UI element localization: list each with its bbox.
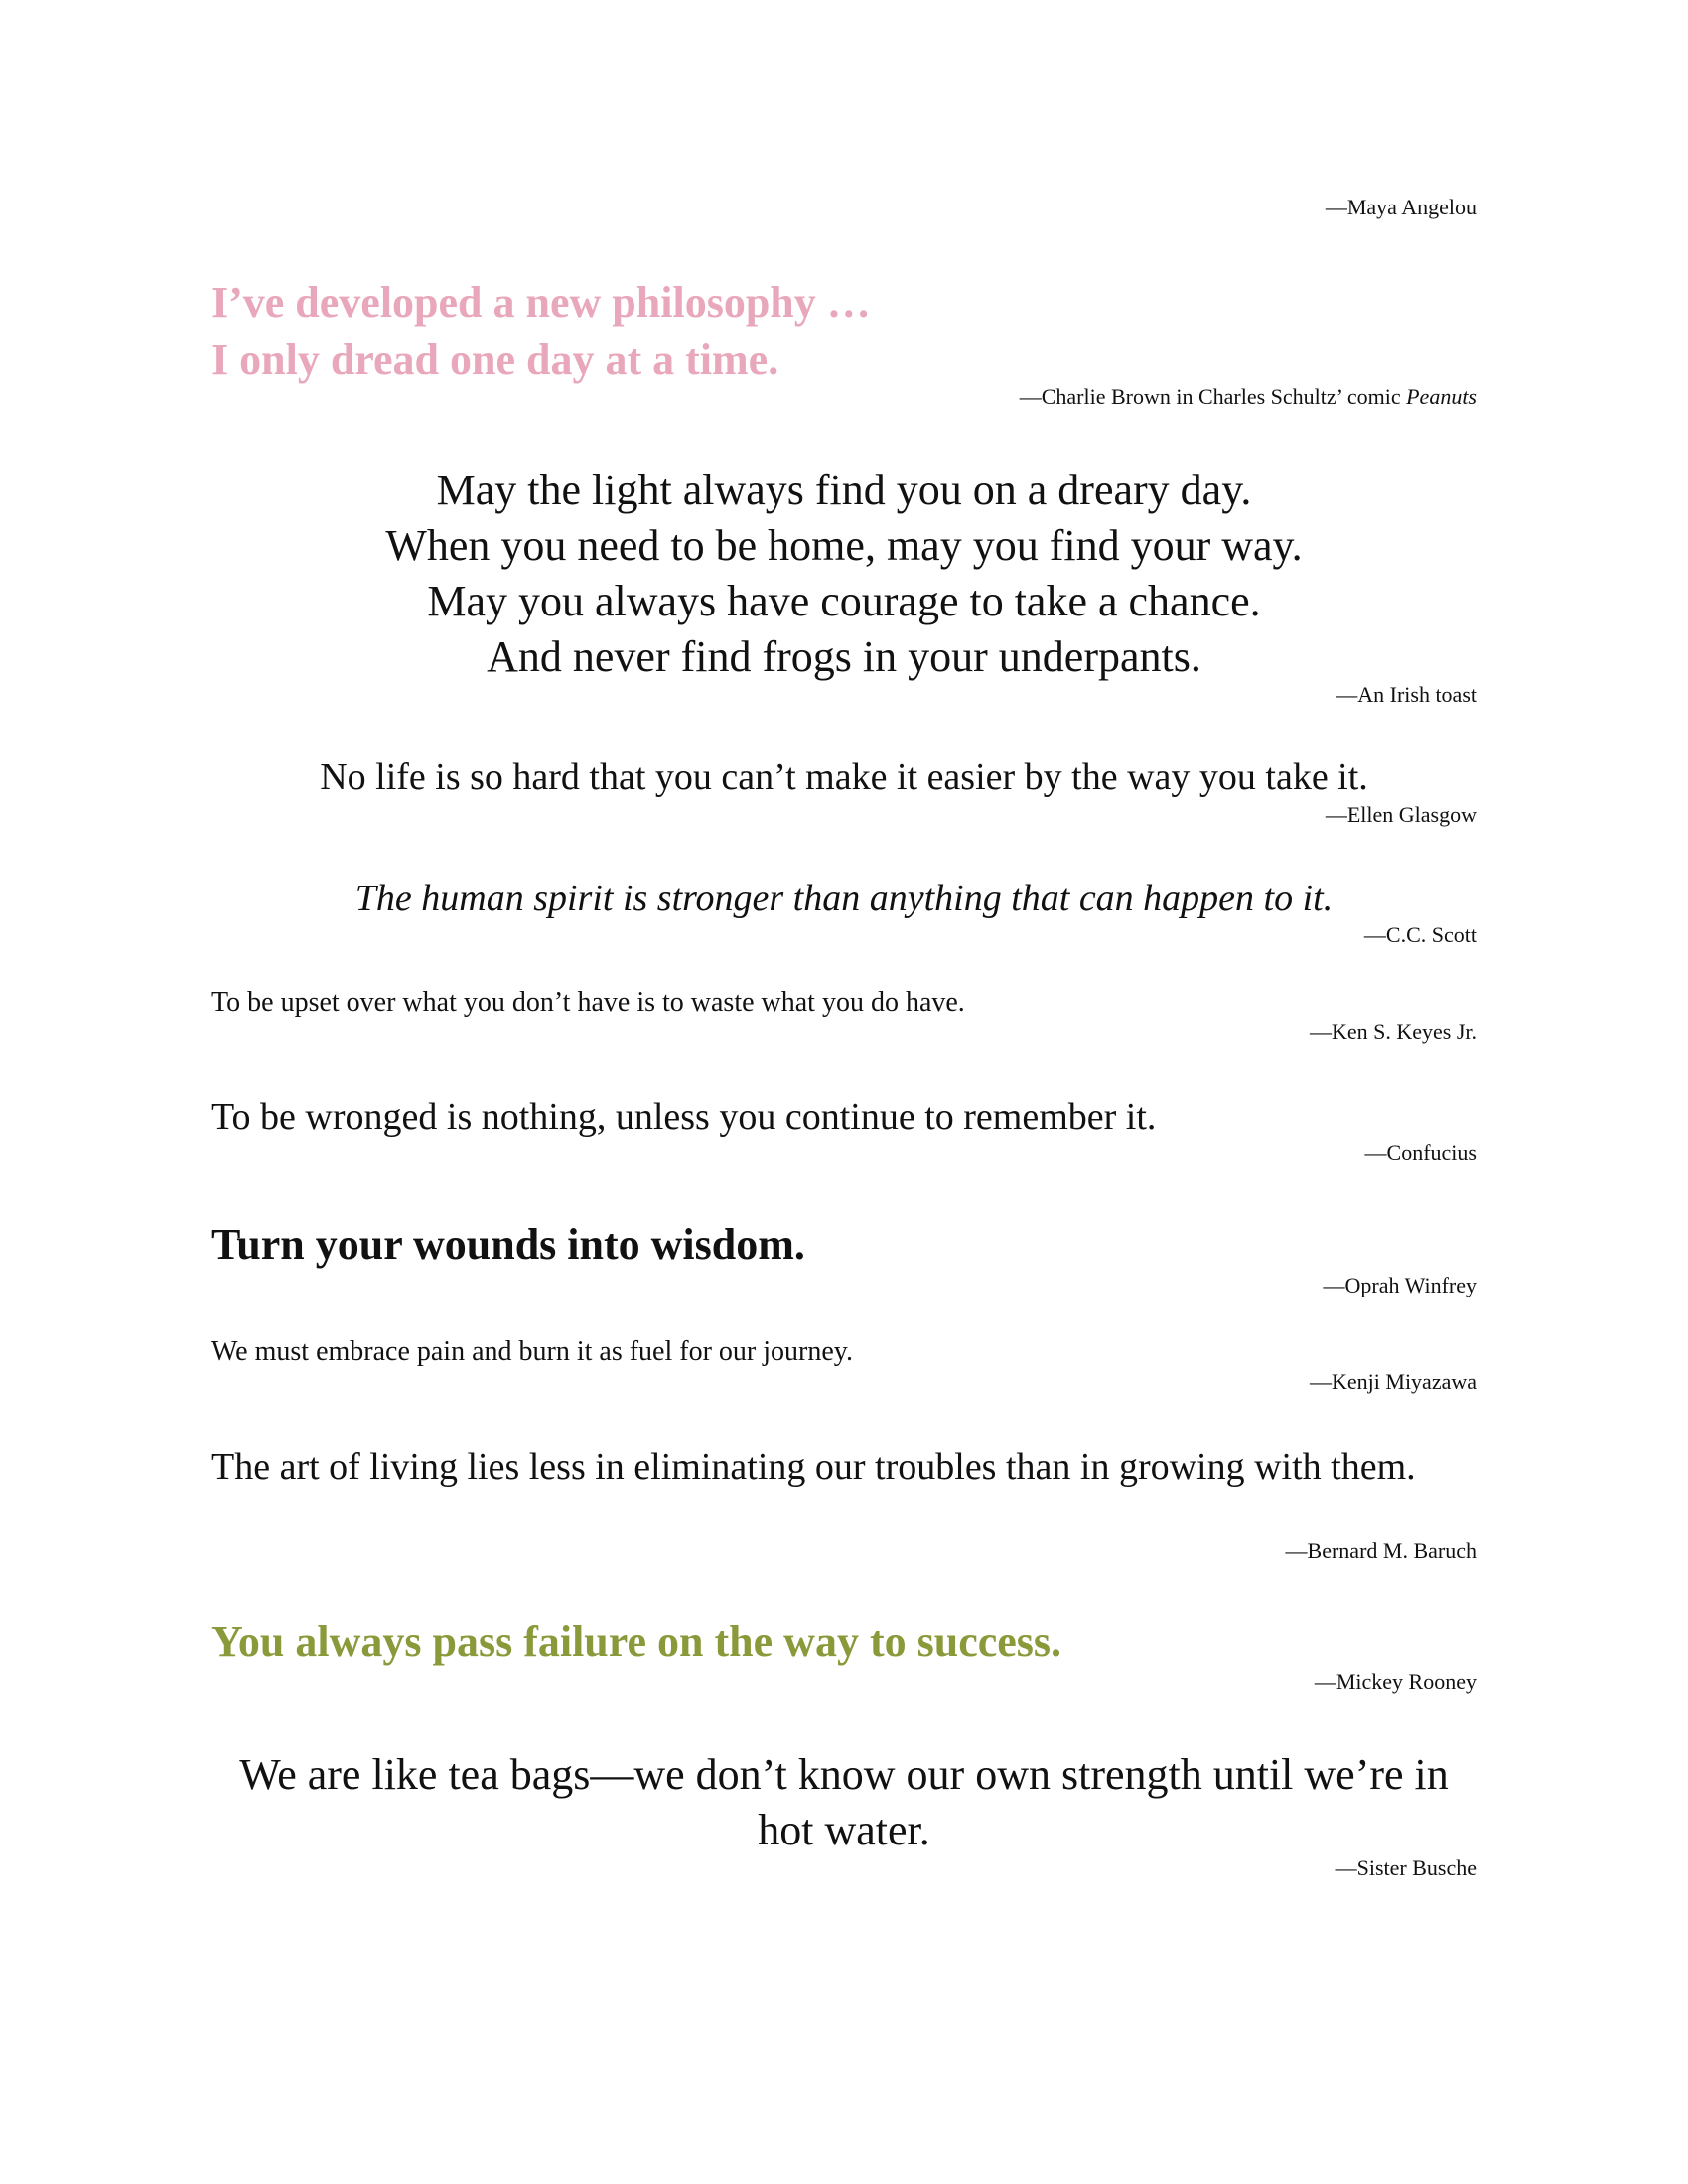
quote-text: To be upset over what you don’t have is to waste what you do have. bbox=[211, 987, 965, 1018]
quote-attribution-cc-scott: —C.C. Scott bbox=[1363, 922, 1477, 947]
attribution-text: —Charlie Brown in Charles Schultz’ comic bbox=[1019, 384, 1407, 409]
quote-attribution-bernard-baruch: —Bernard M. Baruch bbox=[1285, 1538, 1477, 1563]
quote-oprah-winfrey bbox=[211, 1219, 1477, 1271]
quote-text: We must embrace pain and burn it as fuel for our journey. bbox=[211, 1336, 853, 1367]
quote-attribution-oprah-winfrey: —Oprah Winfrey bbox=[1323, 1273, 1477, 1297]
quote-attribution-mickey-rooney: —Mickey Rooney bbox=[1314, 1669, 1477, 1694]
quote-line: When you need to be home, may you find your way. bbox=[385, 521, 1303, 570]
quote-attribution-ken-keyes: —Ken S. Keyes Jr. bbox=[1309, 1020, 1477, 1044]
quote-attribution-ellen-glasgow: —Ellen Glasgow bbox=[1325, 802, 1477, 827]
quote-text: You always pass failure on the way to success. bbox=[211, 1617, 1062, 1666]
quote-ellen-glasgow bbox=[211, 754, 1477, 800]
quote-ken-keyes bbox=[211, 986, 1477, 1020]
quote-attribution-sister-busche: —Sister Busche bbox=[1335, 1855, 1477, 1880]
attribution-work-title: Peanuts bbox=[1406, 384, 1477, 409]
quote-text: We are like tea bags—we don’t know our own strength until we’re in hot water. bbox=[239, 1750, 1449, 1854]
quote-text: The human spirit is stronger than anything that can happen to it. bbox=[354, 878, 1334, 919]
quote-bernard-baruch bbox=[211, 1443, 1477, 1491]
quote-mickey-rooney bbox=[211, 1616, 1477, 1668]
quote-text bbox=[211, 463, 1477, 685]
quote-cc-scott bbox=[211, 876, 1477, 921]
quote-charlie-brown bbox=[211, 274, 1477, 389]
quote-text: The art of living lies less in eliminating our troubles than in growing with them. bbox=[211, 1446, 1416, 1488]
quote-line: I only dread one day at a time. bbox=[211, 336, 779, 384]
quote-sister-busche bbox=[211, 1747, 1477, 1858]
quote-line: May you always have courage to take a chance. bbox=[427, 577, 1261, 625]
quote-attribution-confucius: —Confucius bbox=[1364, 1140, 1477, 1164]
quote-text: Turn your wounds into wisdom. bbox=[211, 1220, 805, 1269]
quote-confucius bbox=[211, 1094, 1477, 1140]
quote-irish-toast bbox=[211, 463, 1477, 685]
quote-attribution-maya-angelou: —Maya Angelou bbox=[1325, 195, 1477, 219]
quote-attribution-kenji-miyazawa: —Kenji Miyazawa bbox=[1310, 1369, 1477, 1394]
quote-attribution-charlie-brown bbox=[1020, 384, 1477, 410]
quote-line: And never find frogs in your underpants. bbox=[487, 632, 1201, 681]
quote-text: No life is so hard that you can’t make it easier by the way you take it. bbox=[320, 756, 1368, 798]
quote-line: May the light always find you on a dreary day. bbox=[436, 466, 1252, 514]
quote-text bbox=[211, 274, 1477, 389]
quote-text: To be wronged is nothing, unless you continue to remember it. bbox=[211, 1096, 1157, 1138]
quote-kenji-miyazawa bbox=[211, 1335, 1477, 1369]
quote-line: I’ve developed a new philosophy … bbox=[211, 278, 871, 327]
quote-attribution-irish-toast: —An Irish toast bbox=[1336, 682, 1477, 707]
